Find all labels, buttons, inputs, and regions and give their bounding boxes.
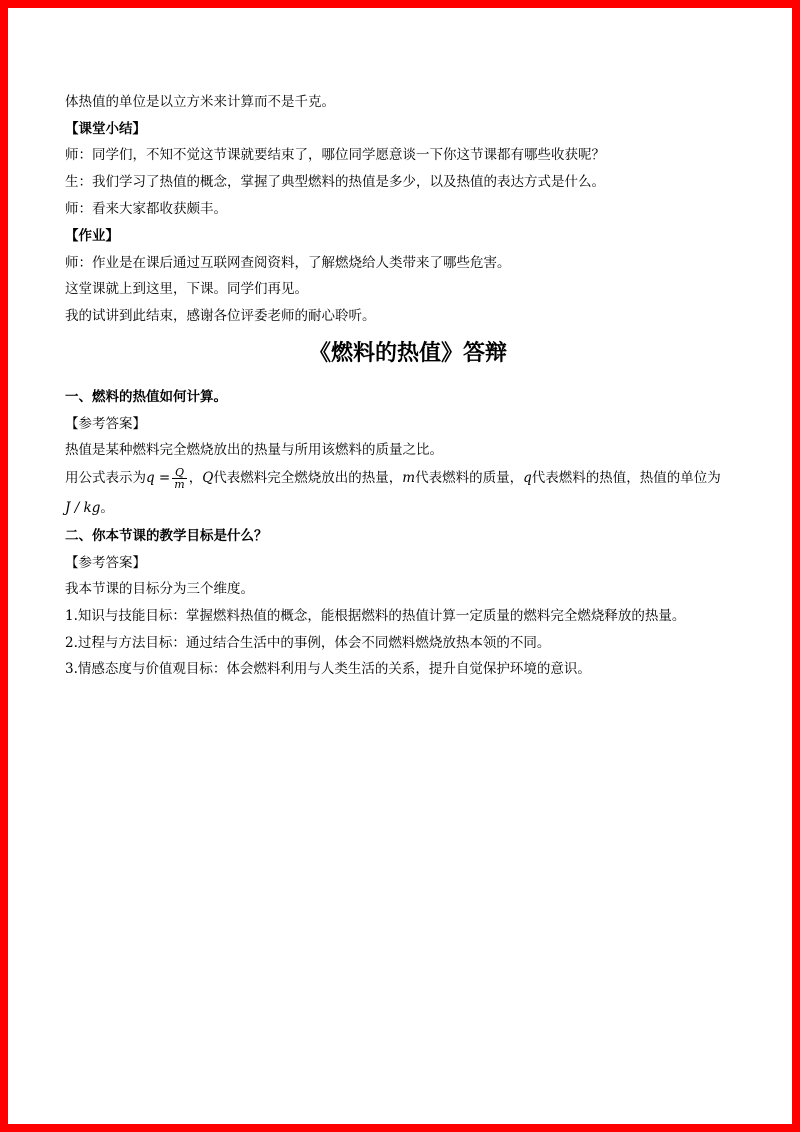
- teacher-comment: 师：看来大家都收获颇丰。: [65, 201, 227, 217]
- goal-3: 3.情感态度与价值观目标：体会燃料利用与人类生活的关系，提升自觉保护环境的意识。: [65, 661, 591, 677]
- answer-2-intro: 我本节课的目标分为三个维度。: [65, 581, 254, 597]
- formula-numerator: Q: [172, 467, 186, 479]
- var-Q: Q: [202, 470, 214, 486]
- homework-heading: 【作业】: [65, 228, 119, 244]
- summary-heading: 【课堂小结】: [65, 121, 146, 137]
- thanks-text: 我的试讲到此结束，感谢各位评委老师的耐心聆听。: [65, 308, 376, 324]
- formula-lhs: q =: [146, 470, 171, 486]
- answer-label-2: 【参考答案】: [65, 555, 146, 571]
- answer-1-formula-line: [65, 467, 721, 490]
- unit-text: J / kg: [65, 500, 101, 516]
- answer-1-unit-line: [65, 498, 114, 518]
- text-line-gas-unit: 体热值的单位是以立方米来计算而不是千克。: [65, 94, 335, 110]
- var-q: q: [523, 470, 532, 486]
- end-class-text: 这堂课就上到这里，下课。同学们再见。: [65, 281, 308, 297]
- goal-2: 2.过程与方法目标：通过结合生活中的事例，体会不同燃料燃烧放热本领的不同。: [65, 635, 551, 651]
- desc-m: 代表燃料的质量，: [415, 470, 524, 486]
- formula-fraction: [172, 467, 186, 490]
- goal-1: 1.知识与技能目标：掌握燃料热值的概念，能根据燃料的热值计算一定质量的燃料完全燃烧释放的热量。: [65, 608, 686, 624]
- formula-separator: ，: [188, 470, 203, 486]
- var-m: m: [402, 470, 416, 486]
- answer-label-1: 【参考答案】: [65, 416, 146, 432]
- desc-q: 代表燃料的热值，热值的单位为: [531, 470, 721, 486]
- homework-text: 师：作业是在课后通过互联网查阅资料，了解燃烧给人类带来了哪些危害。: [65, 255, 511, 271]
- unit-end: 。: [100, 500, 114, 516]
- defense-title: 《燃料的热值》答辩: [308, 341, 507, 366]
- formula-denominator: m: [174, 478, 185, 491]
- student-answer: 生：我们学习了热值的概念，掌握了典型燃料的热值是多少，以及热值的表达方式是什么。: [65, 174, 605, 190]
- teacher-question: 师：同学们，不知不觉这节课就要结束了，哪位同学愿意谈一下你这节课都有哪些收获呢？: [65, 147, 605, 163]
- answer-1-definition: 热值是某种燃料完全燃烧放出的热量与所用该燃料的质量之比。: [65, 442, 443, 458]
- desc-Q: 代表燃料完全燃烧放出的热量，: [213, 470, 403, 486]
- question-1: 一、燃料的热值如何计算。: [65, 389, 227, 405]
- question-2: 二、你本节课的教学目标是什么？: [65, 528, 268, 544]
- formula-prefix: 用公式表示为: [65, 470, 146, 486]
